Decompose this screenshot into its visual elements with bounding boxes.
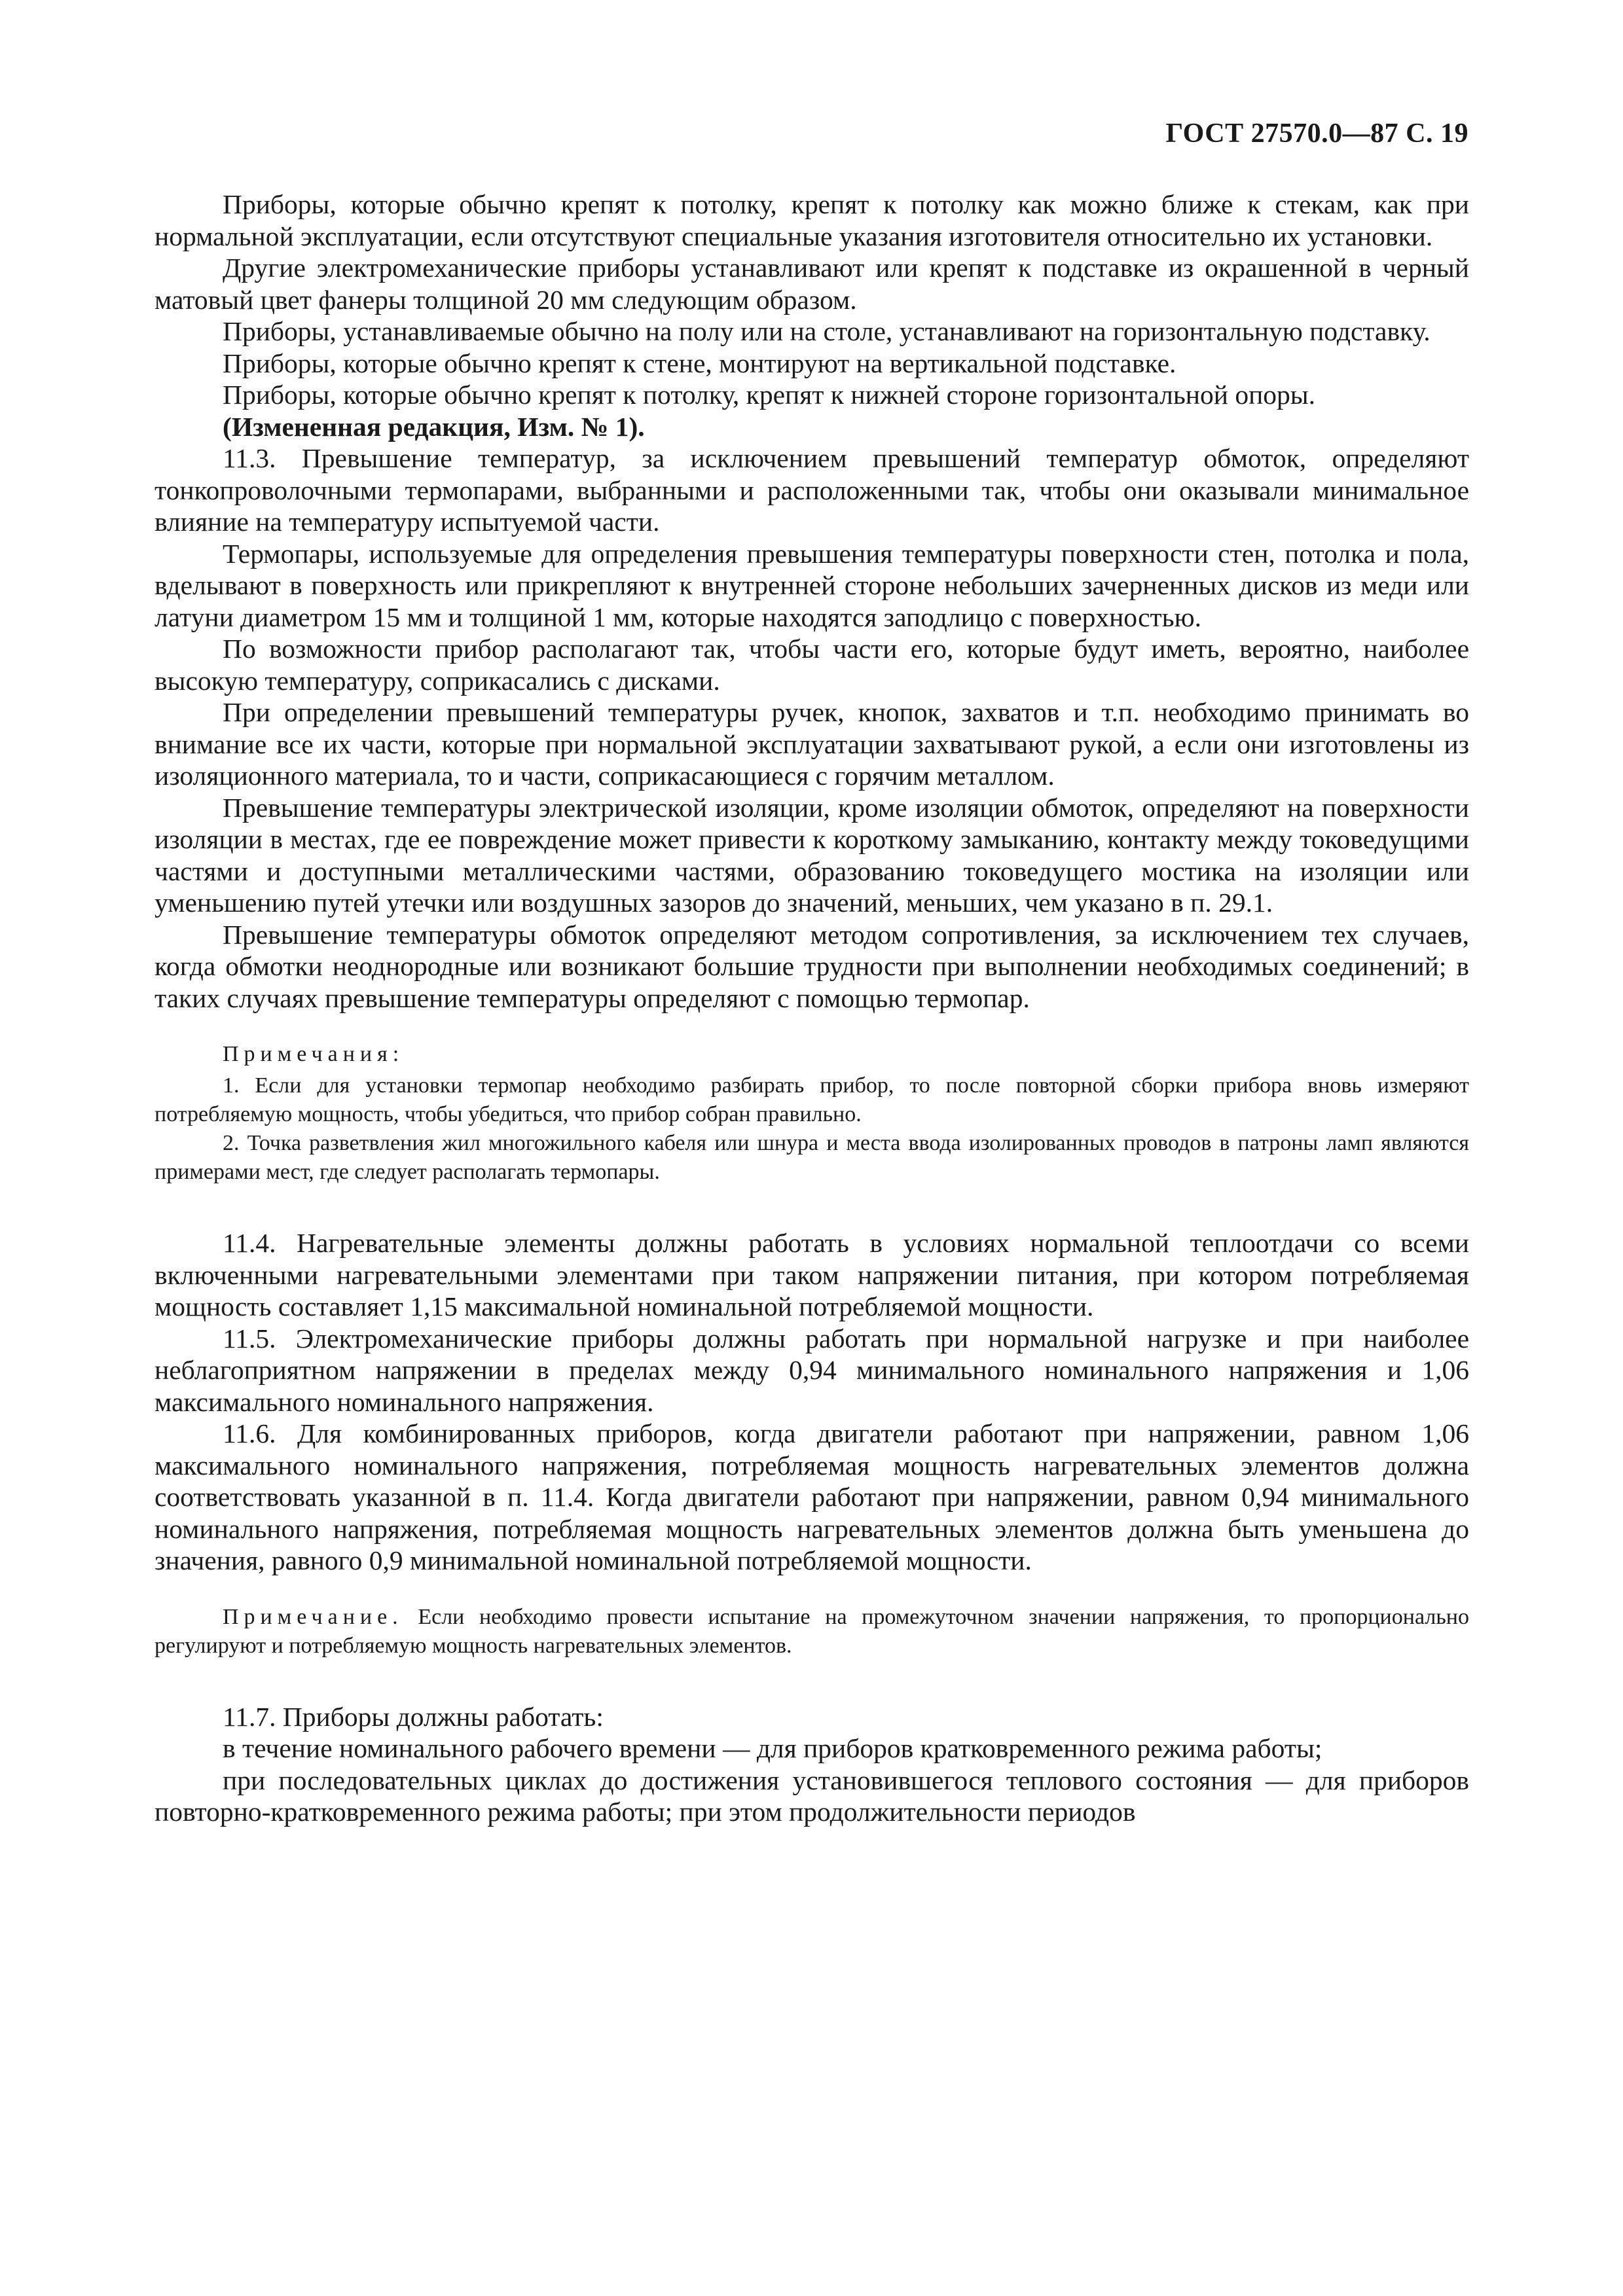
paragraph: При определении превышений температуры ручек, кнопок, захватов и т.п. необходимо принимать во внимание все их части, которые при нормальной эксплуатации захватывают рукой, а если они изготовлены из изоляционного материала, то и части, соприкасающиеся с горячим металлом. (155, 697, 1469, 791)
note-text (155, 1603, 1469, 1660)
notes-title: Примечания: (223, 1042, 405, 1066)
paragraph-11-5: 11.5. Электромеханические приборы должны работать при нормальной нагрузке и при наиболее неблагоприятном напряжении в пределах между 0,94 минимального номинального напряжения и 1,06 максимального номинального напряжения. (155, 1323, 1469, 1417)
paragraph: Термопары, используемые для определения превышения температуры поверхности стен, потолка и пола, вделывают в поверхность или прикрепляют к внутренней стороне небольших зачерненных дисков из меди или латуни диаметром 15 мм и толщиной 1 мм, которые находятся заподлицо с поверхностью. (155, 538, 1469, 632)
paragraph: Приборы, устанавливаемые обычно на полу или на столе, устанавливают на горизонтальную подставку. (223, 316, 1431, 346)
paragraph: Приборы, которые обычно крепят к потолку, крепят к нижней стороне горизонтальной опоры. (223, 380, 1316, 410)
document-body (155, 188, 1469, 1828)
notes-section (155, 1040, 1469, 1187)
revision-note: (Измененная редакция, Изм. № 1). (223, 411, 645, 442)
note-body: Если необходимо провести испытание на промежуточном значении напряжения, то пропорционально регулируют и потребляемую мощность нагревательных элементов. (155, 1604, 1469, 1658)
paragraph-11-3: 11.3. Превышение температур, за исключением превышений температур обмоток, определяют тонкопроволочными термопарами, выбранными и расположенными так, чтобы они оказывали минимальное влияние на температуру испытуемой части. (155, 443, 1469, 537)
paragraph: Приборы, которые обычно крепят к стене, монтируют на вертикальной подставке. (223, 348, 1176, 378)
paragraph: Другие электромеханические приборы устанавливают или крепят к подставке из окрашенной в черный матовый цвет фанеры толщиной 20 мм следующим образом. (155, 253, 1469, 315)
paragraph-11-7: 11.7. Приборы должны работать: (223, 1701, 604, 1732)
note-title: Примечание. (223, 1604, 403, 1629)
paragraph: Приборы, которые обычно крепят к потолку, крепят к потолку как можно ближе к стекам, как при нормальной эксплуатации, если отсутствуют специальные указания изготовителя относительно их установки. (155, 189, 1469, 251)
paragraph: Превышение температуры обмоток определяют методом сопротивления, за исключением тех случаев, когда обмотки неоднородные или возникают большие трудности при выполнении необходимых соединений; в таких случаях превышение температуры определяют с помощью термопар. (155, 919, 1469, 1013)
note-item: 2. Точка разветвления жил многожильного кабеля или шнура и места ввода изолированных проводов в патроны ламп являются примерами мест, где следует располагать термопары. (155, 1131, 1469, 1184)
paragraph: в течение номинального рабочего времени — для приборов кратковременного режима работы; (223, 1733, 1322, 1763)
note-item: 1. Если для установки термопар необходимо разбирать прибор, то после повторной сборки прибора вновь измеряют потребляемую мощность, чтобы убедиться, что прибор собран правильно. (155, 1073, 1469, 1126)
paragraph: Превышение температуры электрической изоляции, кроме изоляции обмоток, определяют на поверхности изоляции в местах, где ее повреждение может привести к короткому замыканию, контакту между токоведущими частями и доступными металлическими частями, образованию токоведущего мостика на изоляции или уменьшению путей утечки или воздушных зазоров до значений, меньших, чем указано в п. 29.1. (155, 792, 1469, 918)
paragraph-11-4: 11.4. Нагревательные элементы должны работать в условиях нормальной теплоотдачи со всеми включенными нагревательными элементами при таком напряжении питания, при котором потребляемая мощность составляет 1,15 максимальной номинальной потребляемой мощности. (155, 1228, 1469, 1321)
paragraph: при последовательных циклах до достижения установившегося теплового состояния — для приборов повторно-кратковременного режима работы; при этом продолжительности периодов (155, 1765, 1469, 1827)
paragraph-11-6: 11.6. Для комбинированных приборов, когда двигатели работают при напряжении, равном 1,06 максимального номинального напряжения, потребляемая мощность нагревательных элементов должна соответствовать указанной в п. 11.4. Когда двигатели работают при напряжении, равном 0,94 минимального номинального напряжения, потребляемая мощность нагревательных элементов должна быть уменьшена до значения, равного 0,9 минимальной номинальной потребляемой мощности. (155, 1418, 1469, 1575)
note-section (155, 1603, 1469, 1660)
paragraph: По возможности прибор располагают так, чтобы части его, которые будут иметь, вероятно, наиболее высокую температуру, соприкасались с дисками. (155, 634, 1469, 696)
page-header: ГОСТ 27570.0—87 С. 19 (1165, 118, 1468, 149)
